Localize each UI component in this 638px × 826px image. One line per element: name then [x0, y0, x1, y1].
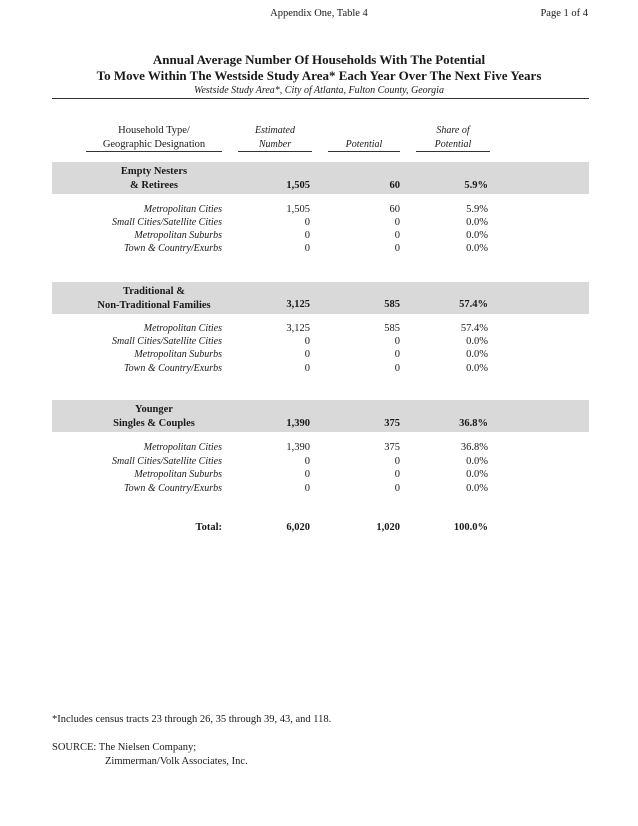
row-share: 0.0%: [466, 336, 488, 347]
row-label: Town & Country/Exurbs: [124, 483, 222, 494]
table-title-line-1: Annual Average Number Of Households With The Potential: [152, 52, 486, 67]
group-share: 57.4%: [459, 299, 488, 310]
row-share: 5.9%: [466, 204, 488, 215]
group-share: 36.8%: [459, 418, 488, 429]
group-label: Traditional & Non-Traditional Families: [97, 286, 211, 311]
row-label: Metropolitan Suburbs: [134, 349, 222, 360]
group-label: Empty Nesters & Retirees: [120, 166, 188, 191]
source-line-2: Zimmerman/Volk Associates, Inc.: [105, 756, 248, 767]
group-potential: 60: [389, 180, 400, 191]
group-estimated: 3,125: [286, 299, 310, 310]
row-estimated: 0: [304, 469, 310, 480]
col-header-potential: Potential: [345, 139, 383, 150]
row-potential: 375: [384, 442, 400, 453]
total-potential: 1,020: [376, 522, 400, 533]
row-estimated: 0: [304, 336, 310, 347]
group-potential: 375: [384, 418, 400, 429]
total-share: 100.0%: [453, 522, 488, 533]
col-header-estimated: Estimated Number: [255, 125, 295, 150]
row-potential: 0: [394, 483, 400, 494]
col-underline-estimated: [238, 151, 312, 152]
row-share: 0.0%: [466, 243, 488, 254]
row-label: Metropolitan Suburbs: [134, 230, 222, 241]
row-share: 36.8%: [460, 442, 488, 453]
source-line-1: SOURCE: The Nielsen Company;: [52, 742, 197, 753]
title-rule: [52, 98, 589, 99]
row-estimated: 3,125: [286, 323, 310, 334]
col-underline-potential: [328, 151, 400, 152]
table-subtitle: Westside Study Area*, City of Atlanta, Fulton County, Georgia: [194, 85, 444, 96]
row-potential: 0: [394, 363, 400, 374]
page-number: Page 1 of 4: [540, 8, 588, 19]
row-label: Small Cities/Satellite Cities: [112, 456, 222, 467]
group-estimated: 1,505: [286, 180, 310, 191]
row-share: 57.4%: [460, 323, 488, 334]
row-potential: 0: [394, 456, 400, 467]
row-label: Small Cities/Satellite Cities: [112, 336, 222, 347]
row-label: Metropolitan Cities: [143, 442, 222, 453]
row-potential: 585: [384, 323, 400, 334]
row-estimated: 0: [304, 243, 310, 254]
row-potential: 60: [389, 204, 400, 215]
total-estimated: 6,020: [286, 522, 310, 533]
footnote: *Includes census tracts 23 through 26, 35 through 39, 43, and 118.: [52, 714, 332, 725]
row-share: 0.0%: [466, 217, 488, 228]
row-estimated: 1,390: [286, 442, 310, 453]
row-estimated: 0: [304, 483, 310, 494]
row-share: 0.0%: [466, 469, 488, 480]
row-share: 0.0%: [466, 483, 488, 494]
row-potential: 0: [394, 469, 400, 480]
row-potential: 0: [394, 349, 400, 360]
row-estimated: 0: [304, 349, 310, 360]
row-label: Metropolitan Cities: [143, 204, 222, 215]
row-estimated: 0: [304, 230, 310, 241]
row-estimated: 0: [304, 456, 310, 467]
row-share: 0.0%: [466, 363, 488, 374]
row-label: Small Cities/Satellite Cities: [112, 217, 222, 228]
row-share: 0.0%: [466, 230, 488, 241]
group-label: Younger Singles & Couples: [113, 404, 195, 429]
row-share: 0.0%: [466, 349, 488, 360]
group-potential: 585: [384, 299, 400, 310]
row-estimated: 1,505: [286, 204, 310, 215]
row-estimated: 0: [304, 217, 310, 228]
col-header-household-type: Household Type/ Geographic Designation: [102, 125, 206, 150]
group-estimated: 1,390: [286, 418, 310, 429]
col-underline-type: [86, 151, 222, 152]
row-label: Town & Country/Exurbs: [124, 363, 222, 374]
row-label: Metropolitan Suburbs: [134, 469, 222, 480]
row-potential: 0: [394, 217, 400, 228]
appendix-header: Appendix One, Table 4: [270, 8, 368, 19]
row-estimated: 0: [304, 363, 310, 374]
row-label: Town & Country/Exurbs: [124, 243, 222, 254]
row-potential: 0: [394, 336, 400, 347]
row-label: Metropolitan Cities: [143, 323, 222, 334]
row-potential: 0: [394, 243, 400, 254]
row-share: 0.0%: [466, 456, 488, 467]
row-potential: 0: [394, 230, 400, 241]
col-header-share: Share of Potential: [434, 125, 472, 150]
group-share: 5.9%: [464, 180, 488, 191]
table-title-line-2: To Move Within The Westside Study Area* Each Year Over The Next Five Years: [96, 68, 542, 83]
col-underline-share: [416, 151, 490, 152]
total-label: Total:: [195, 522, 222, 533]
